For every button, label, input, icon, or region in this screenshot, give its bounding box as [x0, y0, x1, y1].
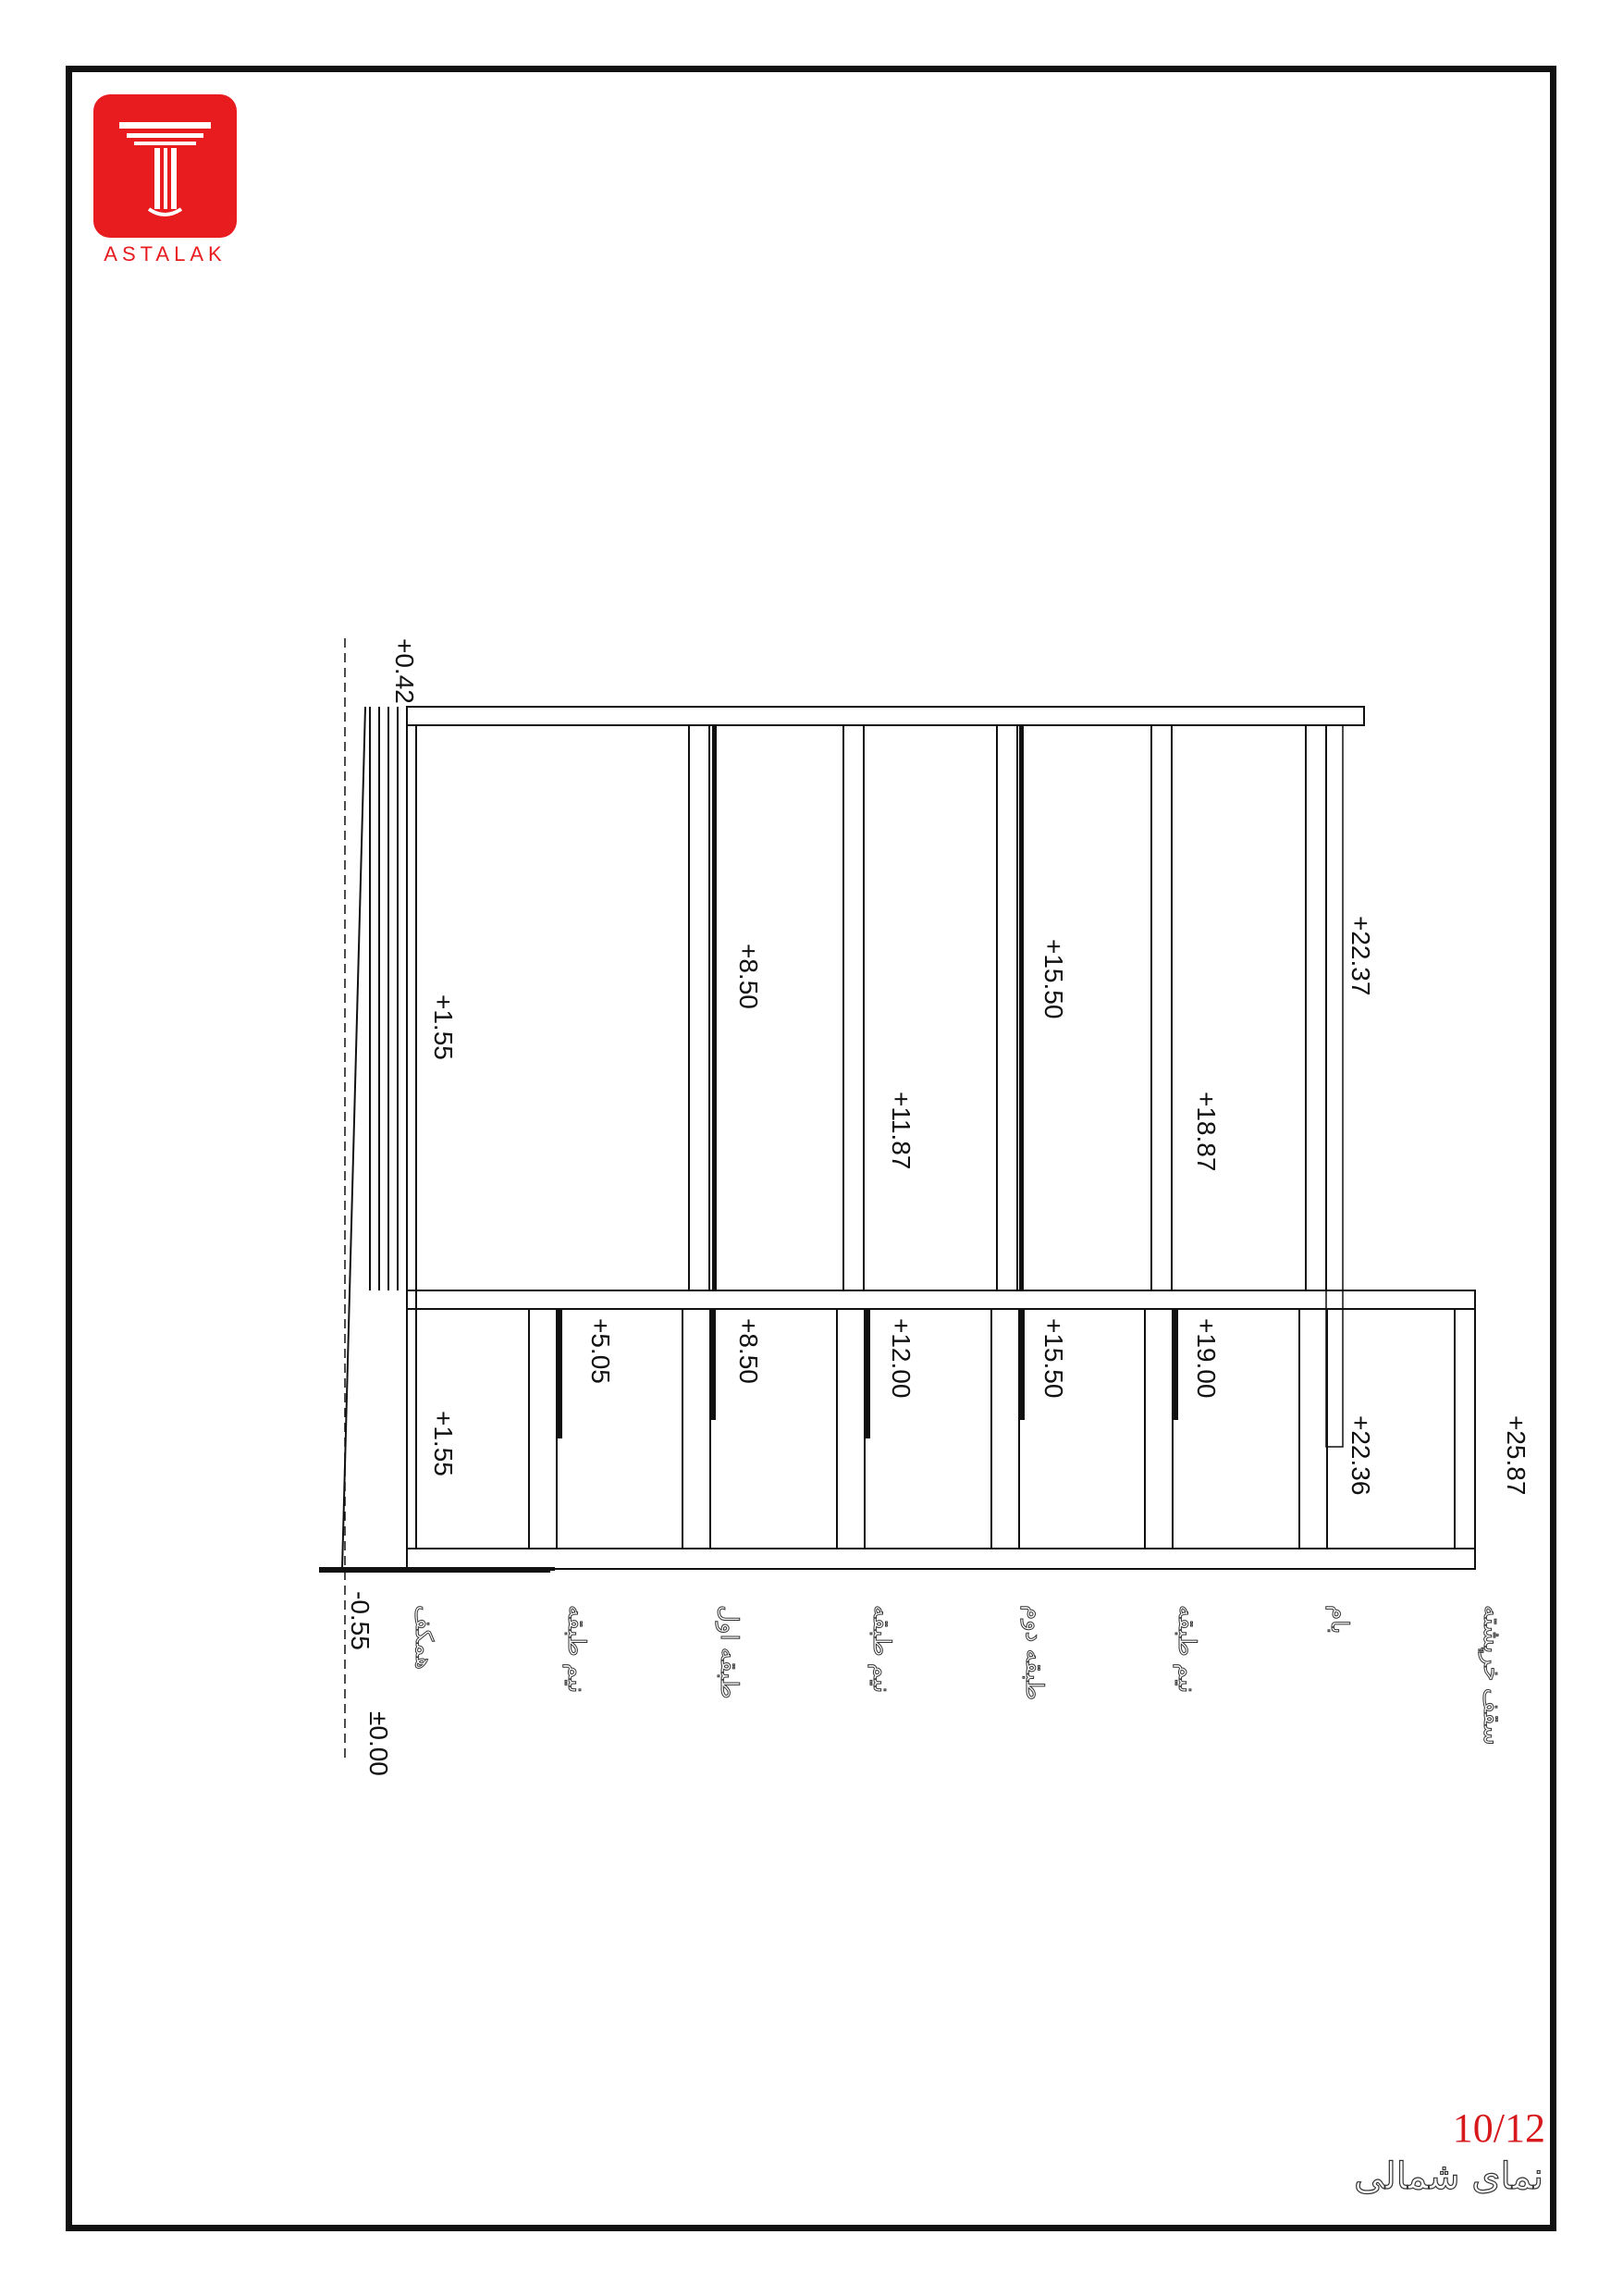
elev-tag: +11.87	[887, 1092, 916, 1170]
lower-column	[991, 1309, 1019, 1549]
level-label: نیم طبقه	[868, 1605, 896, 1694]
lower-column	[529, 1309, 557, 1549]
thick-mark	[557, 1309, 562, 1438]
thick-mark	[1019, 725, 1024, 1290]
elev-tag: +22.37	[1346, 916, 1375, 996]
elev-tag: +22.36	[1346, 1415, 1375, 1496]
sheet-title: نمای شمالی	[1354, 2155, 1543, 2198]
level-label: طبقه اول	[716, 1605, 744, 1699]
thick-mark	[1173, 1309, 1178, 1420]
elev-tag: +12.00	[887, 1318, 916, 1399]
level-label: نیم طبقه	[563, 1605, 591, 1694]
thick-mark	[865, 1309, 870, 1438]
elev-tag: +8.50	[734, 944, 763, 1009]
elev-tag: ±0.00	[364, 1711, 393, 1776]
thick-mark	[712, 725, 717, 1290]
level-labels	[411, 1605, 1506, 1746]
upper-column	[1306, 725, 1326, 1290]
elev-tag: +19.00	[1192, 1318, 1221, 1399]
base-slab	[407, 1549, 1475, 1569]
elev-tag: +1.55	[429, 994, 458, 1060]
lower-column	[1299, 1309, 1327, 1549]
roof-slab-upper	[407, 707, 1364, 725]
elev-tag: +8.50	[734, 1318, 763, 1384]
brand-name: ASTALAK	[104, 242, 227, 265]
elev-tag: +15.50	[1039, 939, 1068, 1019]
elev-tag: +5.05	[586, 1318, 615, 1384]
mid-slab	[407, 1290, 1475, 1309]
upper-column	[1151, 725, 1172, 1290]
upper-column	[843, 725, 864, 1290]
thick-mark	[710, 1309, 716, 1420]
upper-column	[689, 725, 709, 1290]
level-label: همکف	[411, 1605, 438, 1671]
lower-column	[682, 1309, 710, 1549]
thick-mark	[1019, 1309, 1025, 1420]
elev-tag: +0.42	[390, 638, 419, 704]
upper-column	[997, 725, 1017, 1290]
elev-tag: +25.87	[1502, 1415, 1531, 1496]
lower-column	[837, 1309, 865, 1549]
elev-tag: -0.55	[346, 1591, 375, 1650]
level-label: بام	[1326, 1605, 1354, 1635]
lower-column	[1145, 1309, 1173, 1549]
elev-tag: +15.50	[1039, 1318, 1068, 1399]
stair-strip	[1326, 725, 1343, 1447]
level-label: نیم طبقه	[1174, 1605, 1201, 1694]
level-label: سقف خرپشته	[1479, 1605, 1506, 1746]
structure-linework	[319, 638, 1475, 1758]
page-number: 10/12	[1452, 2105, 1545, 2151]
elev-tag: +18.87	[1192, 1092, 1221, 1172]
level-label: طبقه دوم	[1021, 1605, 1049, 1701]
elev-tag: +1.55	[429, 1411, 458, 1476]
ground-thick	[319, 1567, 550, 1573]
